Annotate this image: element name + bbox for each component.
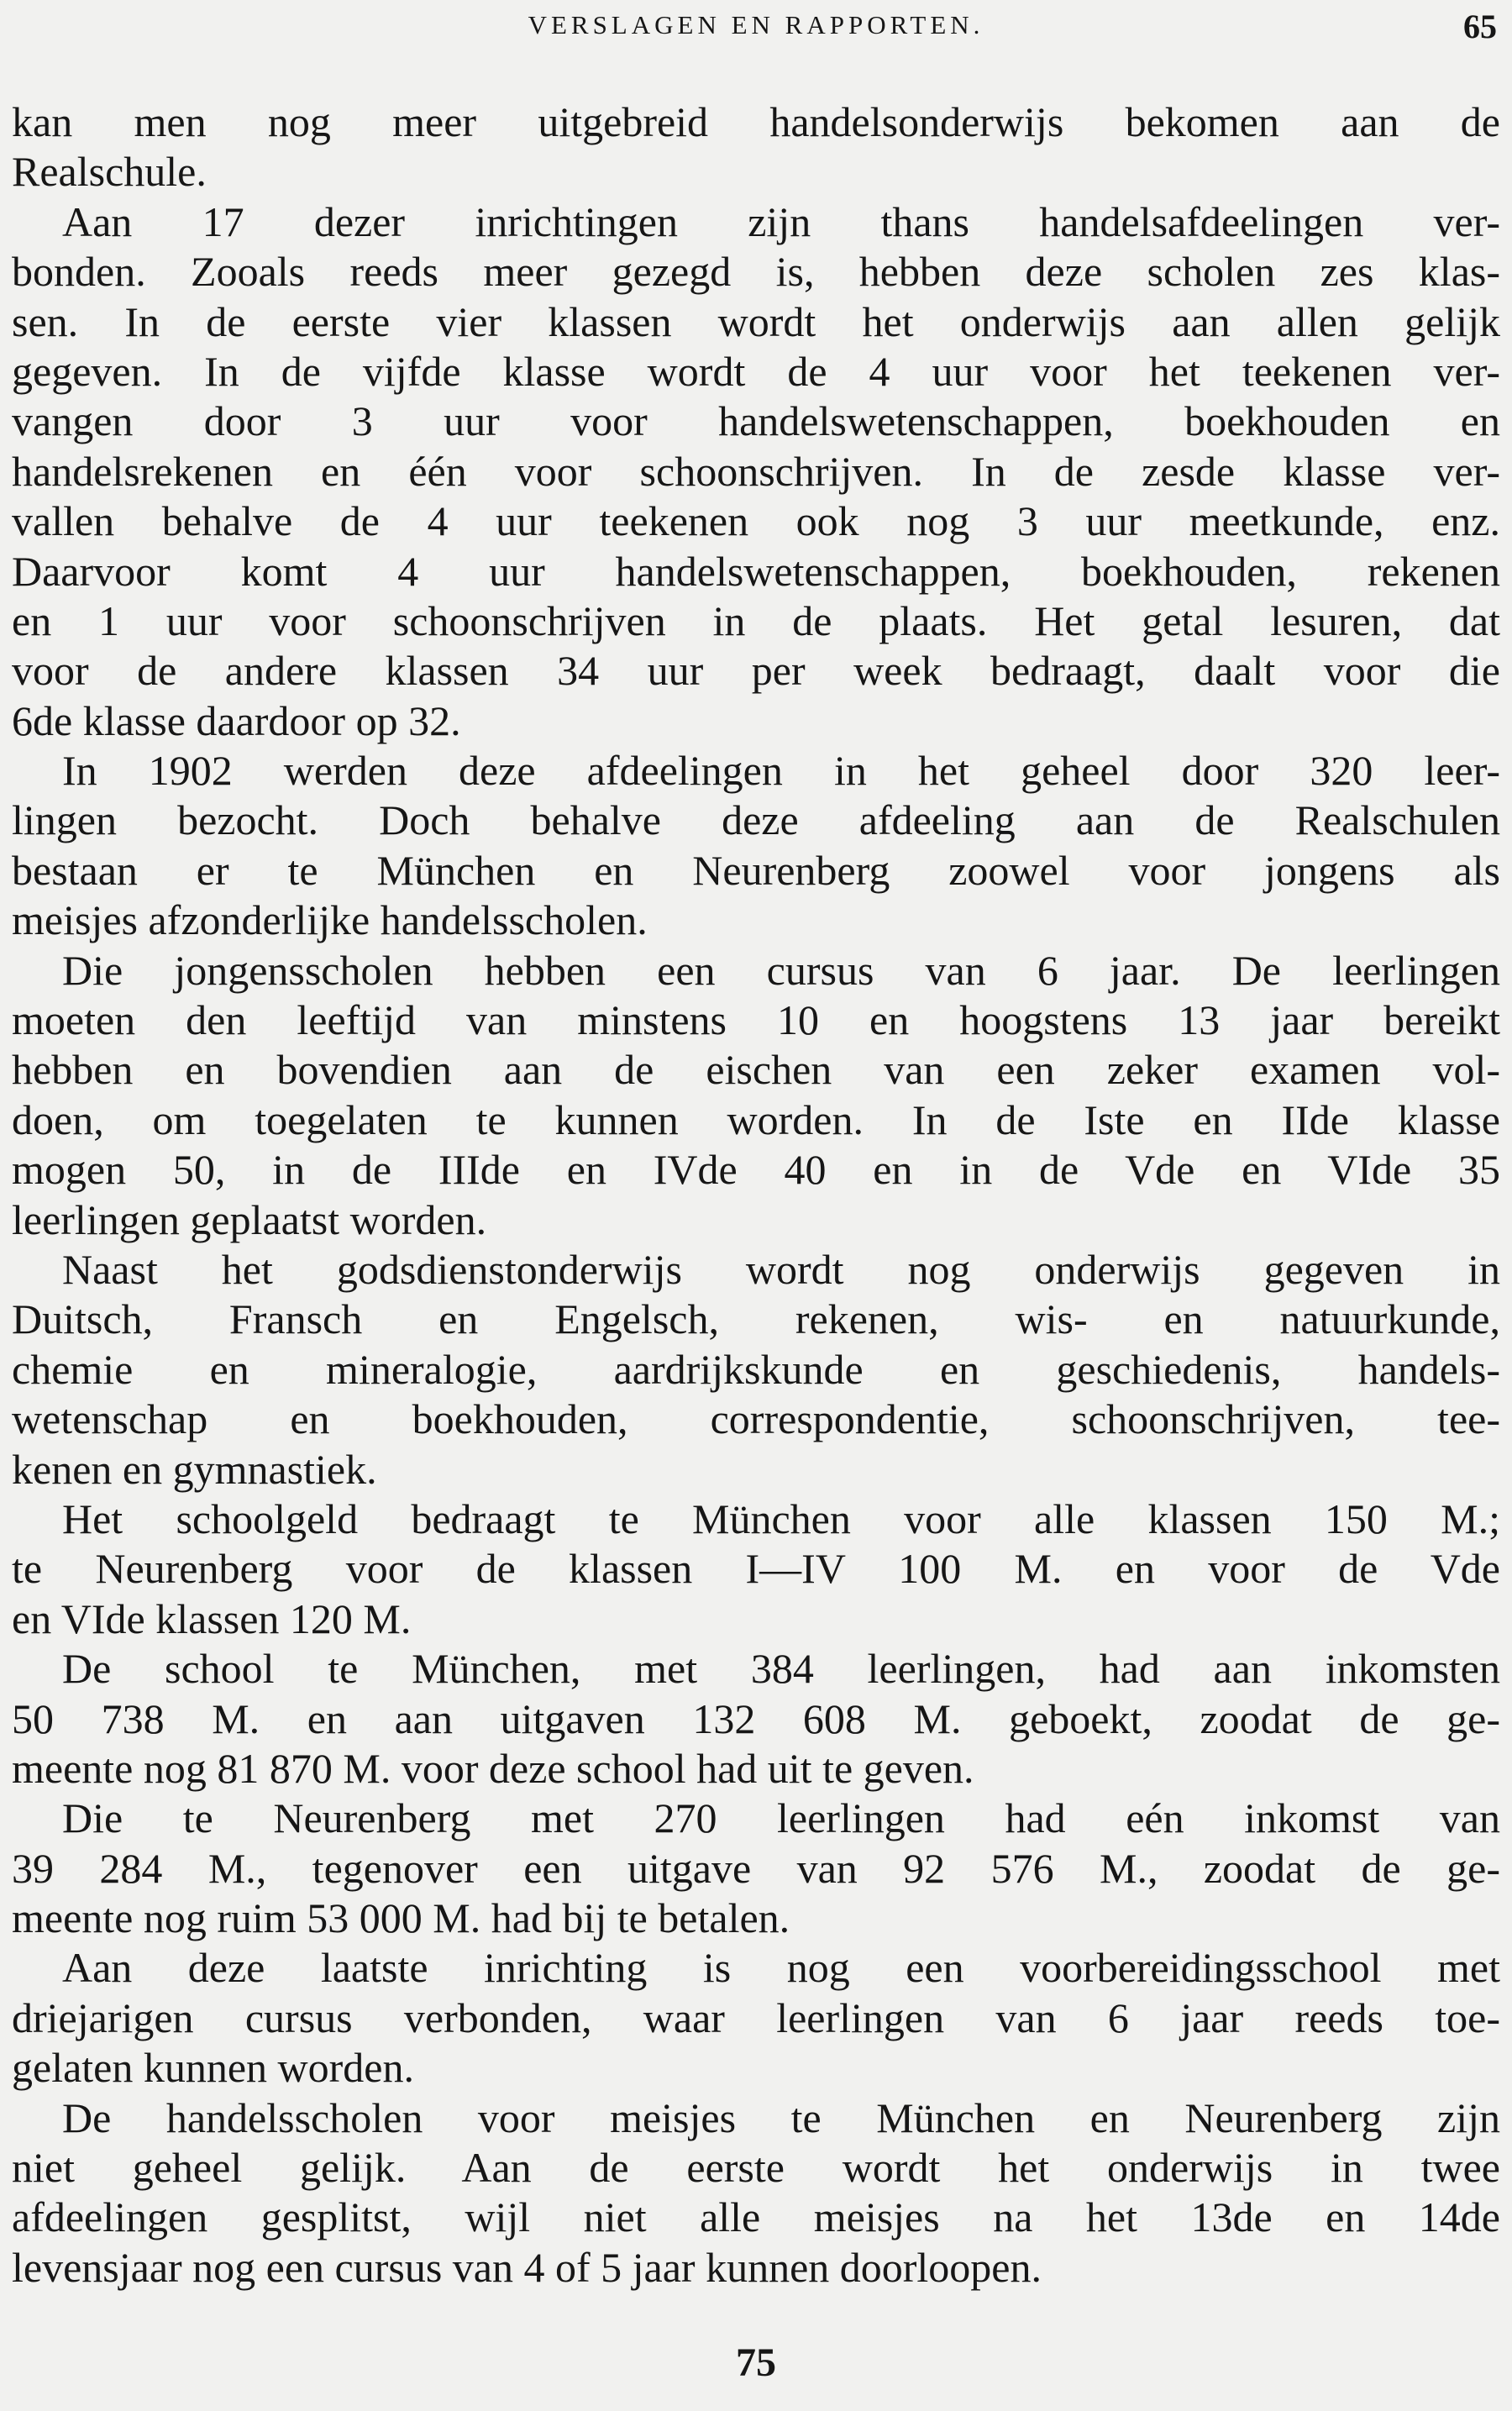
text-line: doen, om toegelaten te kunnen worden. In de Iste en IIde klasse — [12, 1095, 1500, 1143]
text-line: Daarvoor komt 4 uur handelswetenschappen, boekhouden, rekenen — [12, 547, 1500, 595]
text-line: gelaten kunnen worden. — [12, 2044, 415, 2092]
text-line: hebben en bovendien aan de eischen van een zeker examen vol- — [12, 1046, 1500, 1094]
text-line: lingen bezocht. Doch behalve deze afdeeling aan de Realschulen — [12, 796, 1500, 844]
folio-number: 75 — [736, 2340, 776, 2385]
paragraph-first-line: Aan 17 dezer inrichtingen zijn thans handelsafdeelingen ver- — [62, 197, 1500, 245]
text-line: leerlingen geplaatst worden. — [12, 1195, 487, 1243]
text-line: kenen en gymnastiek. — [12, 1445, 377, 1493]
text-line: vangen door 3 uur voor handelswetenschappen, boekhouden en — [12, 397, 1500, 445]
text-line: 50 738 M. en aan uitgaven 132 608 M. geboekt, zoodat de ge- — [12, 1694, 1500, 1742]
text-line: en 1 uur voor schoonschrijven in de plaats. Het getal lesuren, dat — [12, 596, 1500, 644]
text-line: 6de klasse daardoor op 32. — [12, 696, 461, 744]
paragraph-first-line: Die te Neurenberg met 270 leerlingen had eén inkomst van — [62, 1794, 1500, 1842]
text-line: afdeelingen gesplitst, wijl niet alle meisjes na het 13de en 14de — [12, 2193, 1500, 2241]
text-line: wetenschap en boekhouden, correspondentie, schoonschrijven, tee- — [12, 1395, 1500, 1443]
text-line: mogen 50, in de IIIde en IVde 40 en in de Vde en VIde 35 — [12, 1146, 1500, 1194]
text-line: niet geheel gelijk. Aan de eerste wordt het onderwijs in twee — [12, 2144, 1500, 2192]
text-line: sen. In de eerste vier klassen wordt het onderwijs aan allen gelijk — [12, 297, 1500, 345]
paragraph-first-line: kan men nog meer uitgebreid handelsonderwijs bekomen aan de — [12, 98, 1500, 145]
text-line: Realschule. — [12, 148, 207, 196]
text-line: 39 284 M., tegenover een uitgave van 92 576 M., zoodat de ge- — [12, 1844, 1500, 1892]
paragraph-first-line: Het schoolgeld bedraagt te München voor alle klassen 150 M.; — [62, 1494, 1500, 1542]
text-line: voor de andere klassen 34 uur per week bedraagt, daalt voor die — [12, 647, 1500, 695]
paragraph-first-line: Naast het godsdienstonderwijs wordt nog onderwijs gegeven in — [62, 1245, 1500, 1293]
text-line: meente nog ruim 53 000 M. had bij te betalen. — [12, 1894, 790, 1942]
text-line: levensjaar nog een cursus van 4 of 5 jaar kunnen doorloopen. — [12, 2243, 1042, 2291]
paragraph-first-line: In 1902 werden deze afdeelingen in het geheel door 320 leer- — [62, 747, 1500, 795]
text-line: driejarigen cursus verbonden, waar leerlingen van 6 jaar reeds toe- — [12, 1993, 1500, 2041]
text-line: gegeven. In de vijfde klasse wordt de 4 uur voor het teekenen ver- — [12, 347, 1500, 395]
text-line: Duitsch, Fransch en Engelsch, rekenen, wis- en natuurkunde, — [12, 1295, 1500, 1343]
text-line: te Neurenberg voor de klassen I—IV 100 M. en voor de Vde — [12, 1545, 1500, 1593]
paragraph-first-line: Aan deze laatste inrichting is nog een voorbereidingsschool met — [62, 1944, 1500, 1992]
text-line: meisjes afzonderlijke handelsscholen. — [12, 896, 648, 944]
text-line: handelsrekenen en één voor schoonschrijven. In de zesde klasse ver- — [12, 447, 1500, 495]
paragraph-first-line: De school te München, met 384 leerlingen, had aan inkomsten — [62, 1645, 1500, 1693]
paragraph-first-line: De handelsscholen voor meisjes te München en Neurenberg zijn — [62, 2093, 1500, 2141]
paragraph-first-line: Die jongensscholen hebben een cursus van 6 jaar. De leerlingen — [62, 946, 1500, 994]
text-line: bonden. Zooals reeds meer gezegd is, hebben deze scholen zes klas- — [12, 248, 1500, 296]
running-header — [0, 7, 1512, 45]
body-text — [12, 97, 1500, 2293]
text-line: bestaan er te München en Neurenberg zoowel voor jongens als — [12, 846, 1500, 894]
running-title: VERSLAGEN EN RAPPORTEN. — [528, 10, 984, 39]
text-line: moeten den leeftijd van minstens 10 en hoogstens 13 jaar bereikt — [12, 996, 1500, 1044]
page-number: 65 — [1463, 8, 1497, 45]
text-line: chemie en mineralogie, aardrijkskunde en geschiedenis, handels- — [12, 1345, 1500, 1393]
text-line: meente nog 81 870 M. voor deze school had uit te geven. — [12, 1744, 974, 1792]
text-line: vallen behalve de 4 uur teekenen ook nog 3 uur meetkunde, enz. — [12, 497, 1500, 545]
text-line: en VIde klassen 120 M. — [12, 1594, 412, 1642]
